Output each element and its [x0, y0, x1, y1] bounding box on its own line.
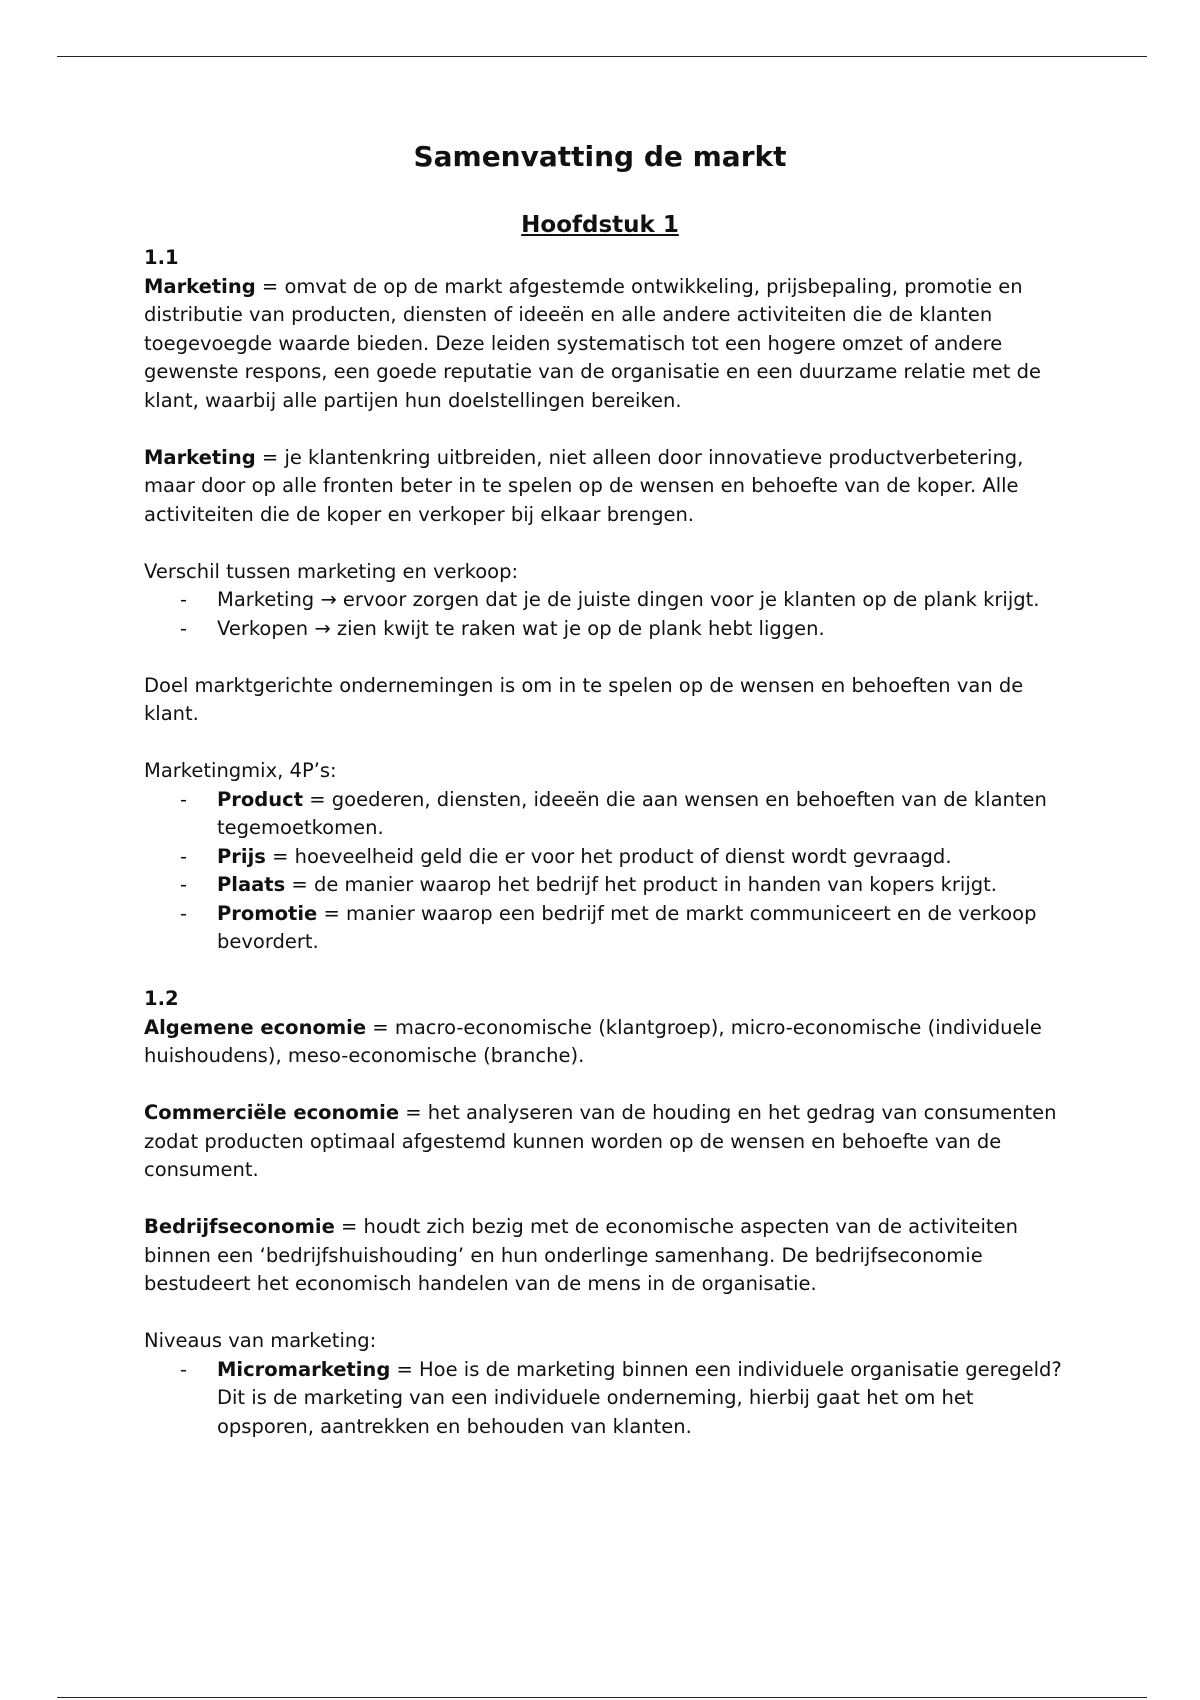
item-text-a: Marketing	[217, 588, 321, 611]
arrow-icon: →	[320, 588, 337, 611]
dash-bullet: -	[180, 1357, 188, 1381]
definition-text: = omvat de op de markt afgestemde ontwikkeling, prijsbepaling, promotie en distributie van producten, diensten of ideeën en alle andere activiteiten die de klanten toegevoegde waarde bieden. Deze leiden systematisch tot een hogere omzet of andere gewenste respons, een goede reputatie van de organisatie en een duurzame relatie met de klant, waarbij alle partijen hun doelstellingen bereiken.	[144, 274, 1041, 412]
definition-marketing-2	[144, 444, 1064, 530]
doel-paragraph: Doel marktgerichte ondernemingen is om in te spelen op de wensen en behoeften van de klant.	[144, 673, 1024, 725]
section-number-1-2: 1.2	[144, 987, 179, 1010]
list-item	[144, 786, 1064, 843]
definition-commerciele-economie	[144, 1099, 1064, 1185]
document-title: Samenvatting de markt	[413, 140, 787, 173]
definition-bedrijfseconomie	[144, 1213, 1064, 1299]
term: Promotie	[217, 901, 318, 925]
term: Algemene economie	[144, 1015, 367, 1039]
definition-text: = je klantenkring uitbreiden, niet alleen door innovatieve productverbetering, maar door op alle fronten beter in te spelen op de wensen en behoefte van de koper. Alle activiteiten die de koper en verkoper bij elkaar brengen.	[144, 445, 1024, 526]
verschil-heading: Verschil tussen marketing en verkoop:	[144, 559, 519, 583]
definition-text: = het analyseren van de houding en het gedrag van consumenten zodat producten optimaal afgestemd kunnen worden op de wensen en behoefte van de consument.	[144, 1101, 1057, 1181]
footer-rule	[57, 1697, 1147, 1698]
arrow-icon: →	[314, 616, 331, 640]
term: Commerciële economie	[144, 1101, 400, 1124]
item-text-b: ervoor zorgen dat je de juiste dingen voor je klanten op de plank krijgt.	[336, 588, 1040, 611]
marketingmix-heading: Marketingmix, 4P’s:	[144, 759, 337, 782]
term: Bedrijfseconomie	[144, 1215, 335, 1238]
header-rule	[57, 56, 1147, 57]
niveaus-heading: Niveaus van marketing:	[144, 1329, 377, 1352]
verschil-list	[144, 586, 1064, 643]
list-item	[144, 900, 1064, 957]
definition-text: = manier waarop een bedrijf met de markt communiceert en de verkoop bevordert.	[217, 901, 1037, 953]
dash-bullet: -	[180, 787, 188, 811]
item-text-a: Verkopen	[217, 616, 315, 640]
definition-marketing-1	[144, 273, 1064, 416]
dash-bullet: -	[180, 844, 188, 868]
document-body	[144, 244, 1064, 1441]
section-number-1-1: 1.1	[144, 246, 179, 269]
dash-bullet: -	[180, 873, 188, 896]
definition-algemene-economie	[144, 1014, 1064, 1071]
definition-text: = goederen, diensten, ideeën die aan wensen en behoeften van de klanten tegemoetkomen.	[217, 787, 1047, 839]
item-text-b: zien kwijt te raken wat je op de plank hebt liggen.	[330, 616, 825, 640]
list-item	[144, 871, 1064, 900]
definition-text: = Hoe is de marketing binnen een individuele organisatie geregeld? Dit is de marketing van een individuele onderneming, hierbij gaat het om het opsporen, aantrekken en behouden van klanten.	[217, 1357, 1062, 1438]
list-item	[144, 586, 1064, 615]
term: Marketing	[144, 274, 256, 298]
dash-bullet: -	[180, 616, 188, 640]
chapter-heading: Hoofdstuk 1	[521, 212, 679, 238]
term: Micromarketing	[217, 1357, 391, 1381]
niveaus-list	[144, 1356, 1064, 1442]
definition-text: = macro-economische (klantgroep), micro-economische (individuele huishoudens), meso-economische (branche).	[144, 1015, 1042, 1067]
marketingmix-list	[144, 786, 1064, 957]
term: Marketing	[144, 445, 256, 469]
list-item	[144, 1356, 1064, 1442]
definition-text: = houdt zich bezig met de economische aspecten van de activiteiten binnen een ‘bedrijfshuishouding’ en hun onderlinge samenhang. De bedrijfseconomie bestudeert het economisch handelen van de mens in de organisatie.	[144, 1215, 1018, 1295]
term: Plaats	[217, 873, 286, 896]
definition-text: = de manier waarop het bedrijf het product in handen van kopers krijgt.	[285, 873, 997, 896]
dash-bullet: -	[180, 901, 188, 925]
list-item	[144, 843, 1064, 872]
term: Product	[217, 787, 304, 811]
dash-bullet: -	[180, 588, 188, 611]
definition-text: = hoeveelheid geld die er voor het product of dienst wordt gevraagd.	[265, 844, 952, 868]
term: Prijs	[217, 844, 266, 868]
list-item	[144, 615, 1064, 644]
